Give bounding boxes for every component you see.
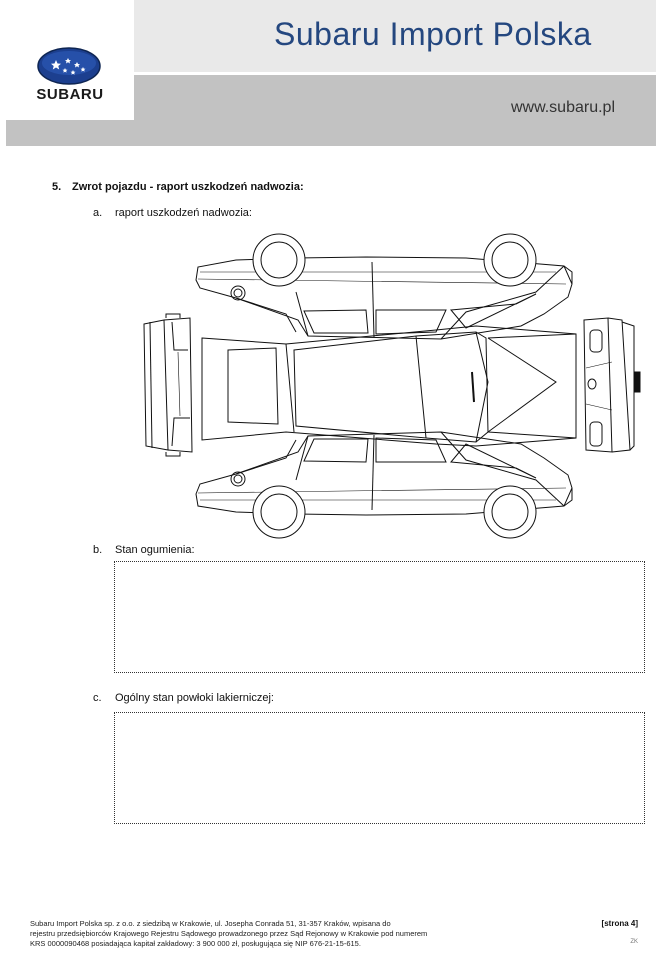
page-number: [strona 4] xyxy=(601,919,638,928)
item-c-letter: c. xyxy=(93,692,102,704)
car-rear-end-view xyxy=(144,314,192,456)
item-b-text: Stan ogumienia: xyxy=(115,544,195,556)
subaru-logo-icon xyxy=(6,26,134,120)
footer-line-2: rejestru przedsiębiorców Krajowego Rejestru Sądowego prowadzonego przez Sąd Rejonowy w Krakowie pod numerem xyxy=(30,929,428,938)
item-a-letter: a. xyxy=(93,207,103,219)
item-b-label xyxy=(93,544,195,556)
car-roof-view xyxy=(202,326,576,446)
section-title xyxy=(52,181,304,193)
document-mark: ZK xyxy=(630,939,638,945)
car-damage-diagram[interactable] xyxy=(136,232,642,544)
item-c-text: Ogólny stan powłoki lakierniczej: xyxy=(115,692,274,704)
footer-line-3: KRS 0000090468 posiadająca kapitał zakładowy: 3 900 000 zł, posługująca się NIP 676-21-15-615. xyxy=(30,939,361,948)
item-c-label xyxy=(93,692,274,704)
logo-wordmark: SUBARU xyxy=(36,86,104,103)
website-link[interactable]: www.subaru.pl xyxy=(510,99,615,116)
car-side-view-bottom xyxy=(196,432,572,538)
brand-title: Subaru Import Polska xyxy=(274,16,592,52)
section-title-text: Zwrot pojazdu - raport uszkodzeń nadwozia: xyxy=(72,181,304,193)
car-side-view-top xyxy=(196,234,572,339)
tire-condition-box[interactable] xyxy=(114,561,645,673)
car-front-end-view xyxy=(584,318,640,452)
item-a-label xyxy=(93,207,252,219)
section-number: 5. xyxy=(52,181,62,193)
item-b-letter: b. xyxy=(93,544,103,556)
paint-condition-box[interactable] xyxy=(114,712,645,824)
item-a-text: raport uszkodzeń nadwozia: xyxy=(115,207,252,219)
footer-company-info xyxy=(30,919,530,949)
footer-line-1: Subaru Import Polska sp. z o.o. z siedzibą w Krakowie, ul. Josepha Conrada 51, 31-357 Kraków, wpisana do xyxy=(30,919,391,928)
logo-box xyxy=(6,26,134,120)
